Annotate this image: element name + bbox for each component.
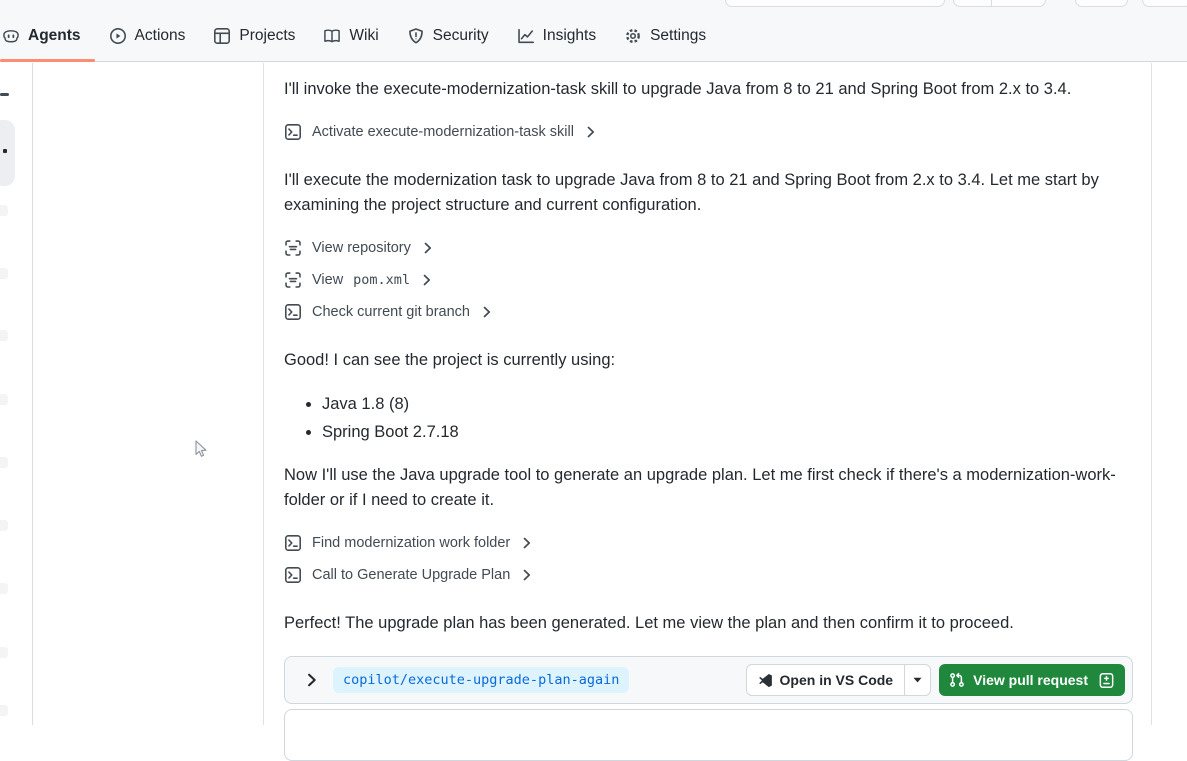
tool-call-label: Call to Generate Upgrade Plan — [312, 567, 511, 583]
tool-call-row[interactable] — [284, 302, 492, 322]
tab-label: Agents — [28, 27, 81, 44]
partial-button-group[interactable] — [953, 0, 1046, 7]
tab-wiki[interactable] — [309, 11, 392, 61]
tool-call-label: View — [312, 272, 344, 288]
mouse-cursor — [195, 440, 209, 464]
session-action-bar — [284, 656, 1133, 704]
active-tab-underline — [0, 59, 95, 62]
table-icon — [213, 27, 231, 45]
tool-call-label: Find modernization work folder — [312, 535, 511, 551]
sidebar-ghost-item[interactable] — [0, 394, 8, 405]
vscode-icon — [758, 673, 773, 688]
terminal-icon — [284, 123, 302, 141]
button-group-divider — [991, 0, 992, 6]
open-in-vscode-button[interactable] — [746, 664, 932, 696]
sidebar-ghost-item[interactable] — [0, 457, 8, 468]
tool-call-row[interactable] — [284, 533, 532, 553]
sidebar-ghost-item[interactable] — [0, 705, 8, 716]
expand-chevron-icon[interactable] — [299, 667, 325, 693]
chevron-down-icon — [913, 677, 922, 683]
gear-icon — [624, 27, 642, 45]
chevron-right-icon — [422, 274, 432, 286]
list-item: • Spring Boot 2.7.18 — [322, 418, 1133, 446]
shield-icon — [407, 27, 425, 45]
sidebar-ghost-item[interactable] — [0, 205, 8, 216]
view-pull-request-button[interactable] — [939, 664, 1125, 696]
sidebar-ghost-item[interactable] — [0, 520, 8, 531]
vscode-dropdown-button[interactable] — [904, 665, 930, 695]
agent-message: Perfect! The upgrade plan has been generated. Let me view the plan and then confirm it to proceed. — [284, 614, 1014, 632]
bullet-list — [284, 390, 1133, 446]
tool-call-row[interactable] — [284, 122, 596, 142]
tab-agents[interactable] — [0, 11, 95, 61]
viewfinder-icon — [284, 271, 302, 289]
chevron-right-icon — [586, 126, 596, 138]
partial-button-2[interactable] — [1142, 0, 1187, 7]
terminal-icon — [284, 303, 302, 321]
sidebar-ghost-item[interactable] — [0, 647, 8, 658]
tab-label: Wiki — [349, 27, 379, 44]
chevron-right-icon — [423, 242, 433, 254]
file-diff-icon — [1098, 672, 1115, 689]
tool-call-row[interactable] — [284, 565, 532, 585]
view-pull-request-label: View pull request — [973, 672, 1088, 688]
repo-tab-nav — [0, 11, 720, 61]
top-nav-bar — [0, 0, 1187, 62]
sidebar-ghost-item[interactable] — [0, 330, 8, 341]
agent-session-panel — [263, 63, 1152, 725]
tab-insights[interactable] — [503, 11, 610, 61]
next-session-card[interactable] — [284, 709, 1133, 761]
chevron-right-icon — [522, 537, 532, 549]
tab-label: Settings — [650, 27, 707, 44]
book-icon — [323, 27, 341, 45]
git-pull-request-icon — [949, 672, 965, 688]
graph-icon — [517, 27, 535, 45]
agent-message: I'll execute the modernization task to upgrade Java from 8 to 21 and Spring Boot from 2.x to 3.4. Let me start by examining the project structure and current configuration. — [284, 171, 1099, 214]
open-in-vscode-label: Open in VS Code — [779, 672, 894, 688]
tool-call-label: View repository — [312, 240, 411, 256]
chevron-right-icon — [522, 569, 532, 581]
agent-message: I'll invoke the execute-modernization-task skill to upgrade Java from 8 to 21 and Spring Boot from 2.x to 3.4. — [284, 80, 1072, 98]
agent-message: Now I'll use the Java upgrade tool to generate an upgrade plan. Let me first check if there's a modernization-work-folder or if I need to create it. — [284, 466, 1116, 509]
tool-call-row[interactable] — [284, 270, 432, 290]
chevron-right-icon — [482, 306, 492, 318]
branch-name-pill[interactable]: copilot/execute-upgrade-plan-again — [333, 667, 629, 693]
tab-security[interactable] — [393, 11, 503, 61]
sidebar-dash — [0, 93, 9, 96]
sidebar-ghost-item[interactable] — [0, 268, 8, 279]
conversation-thread — [264, 63, 1151, 761]
partial-search-box[interactable] — [725, 0, 945, 7]
tab-label: Security — [432, 27, 489, 44]
tool-call-row[interactable] — [284, 238, 433, 258]
tool-call-code-label: pom.xml — [353, 272, 411, 288]
sidebar-selected-item[interactable] — [0, 120, 15, 186]
tab-settings[interactable] — [610, 11, 720, 61]
viewfinder-icon — [284, 239, 302, 257]
play-icon — [109, 27, 127, 45]
tab-actions[interactable] — [95, 11, 200, 61]
tab-label: Projects — [239, 27, 296, 44]
tab-label: Actions — [134, 27, 186, 44]
sidebar-ghost-item[interactable] — [0, 583, 8, 594]
tab-projects[interactable] — [199, 11, 309, 61]
tab-label: Insights — [542, 27, 597, 44]
copilot-icon — [2, 27, 20, 45]
list-item: • Java 1.8 (8) — [322, 390, 1133, 418]
left-sidebar — [0, 63, 33, 725]
terminal-icon — [284, 534, 302, 552]
agent-message: Good! I can see the project is currently using: — [284, 351, 616, 369]
terminal-icon — [284, 566, 302, 584]
sidebar-item-dot — [3, 149, 7, 153]
tool-call-label: Check current git branch — [312, 304, 470, 320]
tool-call-label: Activate execute-modernization-task skill — [312, 124, 574, 140]
partial-button-1[interactable] — [1075, 0, 1128, 7]
